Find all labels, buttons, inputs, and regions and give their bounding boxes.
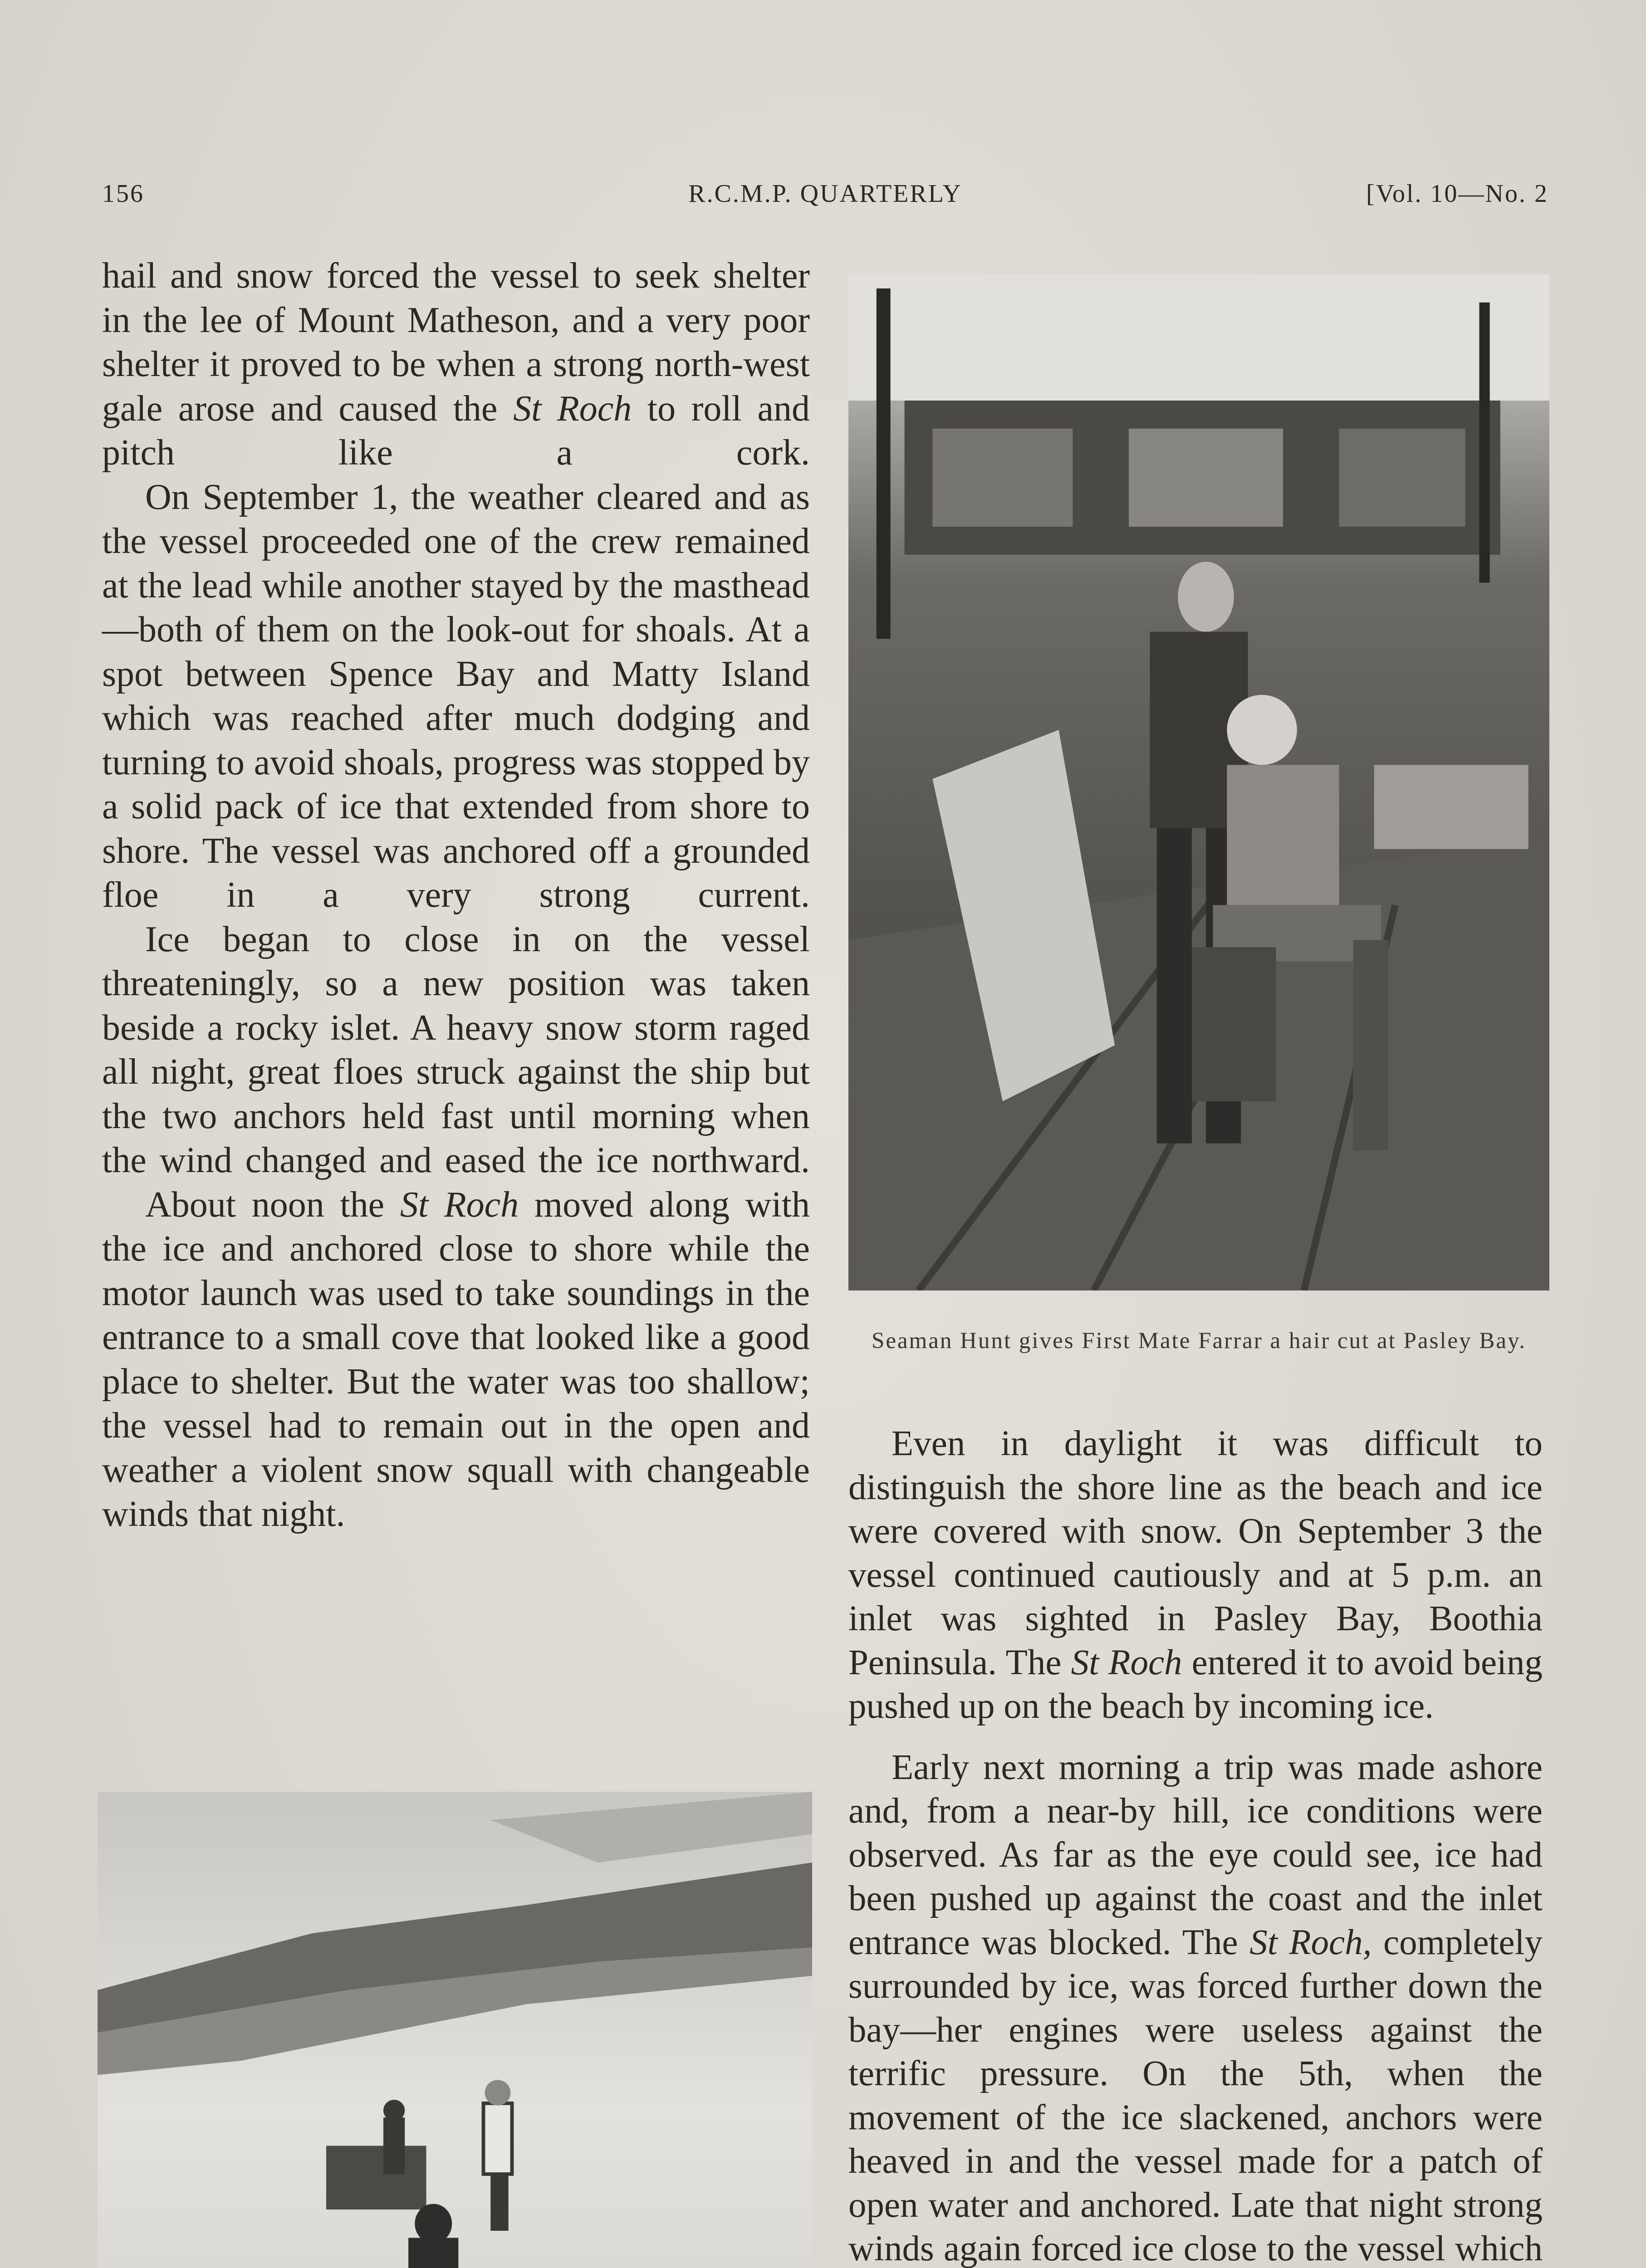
- paragraph-text: to roll and pitch like a cork.: [102, 388, 810, 473]
- ship-name: St Roch,: [1249, 1922, 1372, 1962]
- paragraph-text: completely surrounded by ice, was forced further down the bay—her engines were useless against the terrific pressure. On the 5th, when the movement of the ice slackened, anchors were heaved in and the vessel made for a patch of open water and anchored. Late that night strong winds again forced ice close to the vessel which: [848, 1922, 1543, 2268]
- paragraph-text: About noon the: [145, 1184, 400, 1225]
- paragraph: [102, 1183, 810, 1537]
- ship-name: St Roch: [400, 1184, 519, 1225]
- ship-name: St Roch: [1071, 1642, 1182, 1682]
- running-header: [102, 179, 1548, 215]
- paragraph-text: Even in daylight it was difficult to distinguish the shore line as the beach and ice were covered with snow. On September 3 the vessel continued cautiously and at 5 p.m. an inlet was sighted in Pasley Bay, Boothia Peninsula. The: [848, 1424, 1543, 1682]
- paragraph-text: moved along with the ice and anchored close to shore while the motor launch was used to take soundings in the entrance to a small cove that looked like a good place to shelter. But the water was too shallow; the vessel had to remain out in the open and weather a violent snow squall with changeable winds that night.: [102, 1184, 810, 1534]
- paragraph: [848, 1746, 1543, 2268]
- haircut-caption: Seaman Hunt gives First Mate Farrar a hair cut at Pasley Bay.: [871, 1328, 1527, 1354]
- volume-issue: [Vol. 10—No. 2: [1366, 180, 1548, 208]
- page-number: 156: [102, 180, 144, 208]
- paragraph: [102, 254, 810, 475]
- left-column: [102, 254, 810, 1537]
- unloading-photo: [98, 1792, 812, 2268]
- paragraph: Ice began to close in on the vessel threateningly, so a new position was taken beside a rocky islet. A heavy snow storm raged all night, great floes struck against the ship but the two anchors held fast until morning when the wind changed and eased the ice northward.: [102, 919, 810, 1180]
- ship-name: St Roch: [513, 388, 632, 429]
- journal-title: R.C.M.P. QUARTERLY: [688, 180, 962, 208]
- haircut-photo: [848, 274, 1549, 1290]
- paragraph-text: Early next morning a trip was made ashore and, from a near-by hill, ice conditions were observed. As far as the eye could see, ice had been pushed up against the coast and the inlet entrance was blocked. The: [848, 1747, 1543, 1962]
- paragraph: On September 1, the weather cleared and as the vessel proceeded one of the crew remained at the lead while another stayed by the masthead—both of them on the look-out for shoals. At a spot between Spence Bay and Matty Island which was reached after much dodging and turning to avoid shoals, progress was stopped by a solid pack of ice that extended from shore to shore. The vessel was anchored off a grounded floe in a very strong current.: [102, 477, 810, 915]
- paragraph-text: entered it to avoid being pushed up on the beach by incoming ice.: [848, 1642, 1543, 1726]
- paragraph-text: hail and snow forced the vessel to seek shelter in the lee of Mount Matheson, and a very poor shelter it proved to be when a strong north-west gale arose and caused the: [102, 256, 810, 429]
- right-column: [848, 1422, 1543, 2268]
- paragraph: [848, 1422, 1543, 1729]
